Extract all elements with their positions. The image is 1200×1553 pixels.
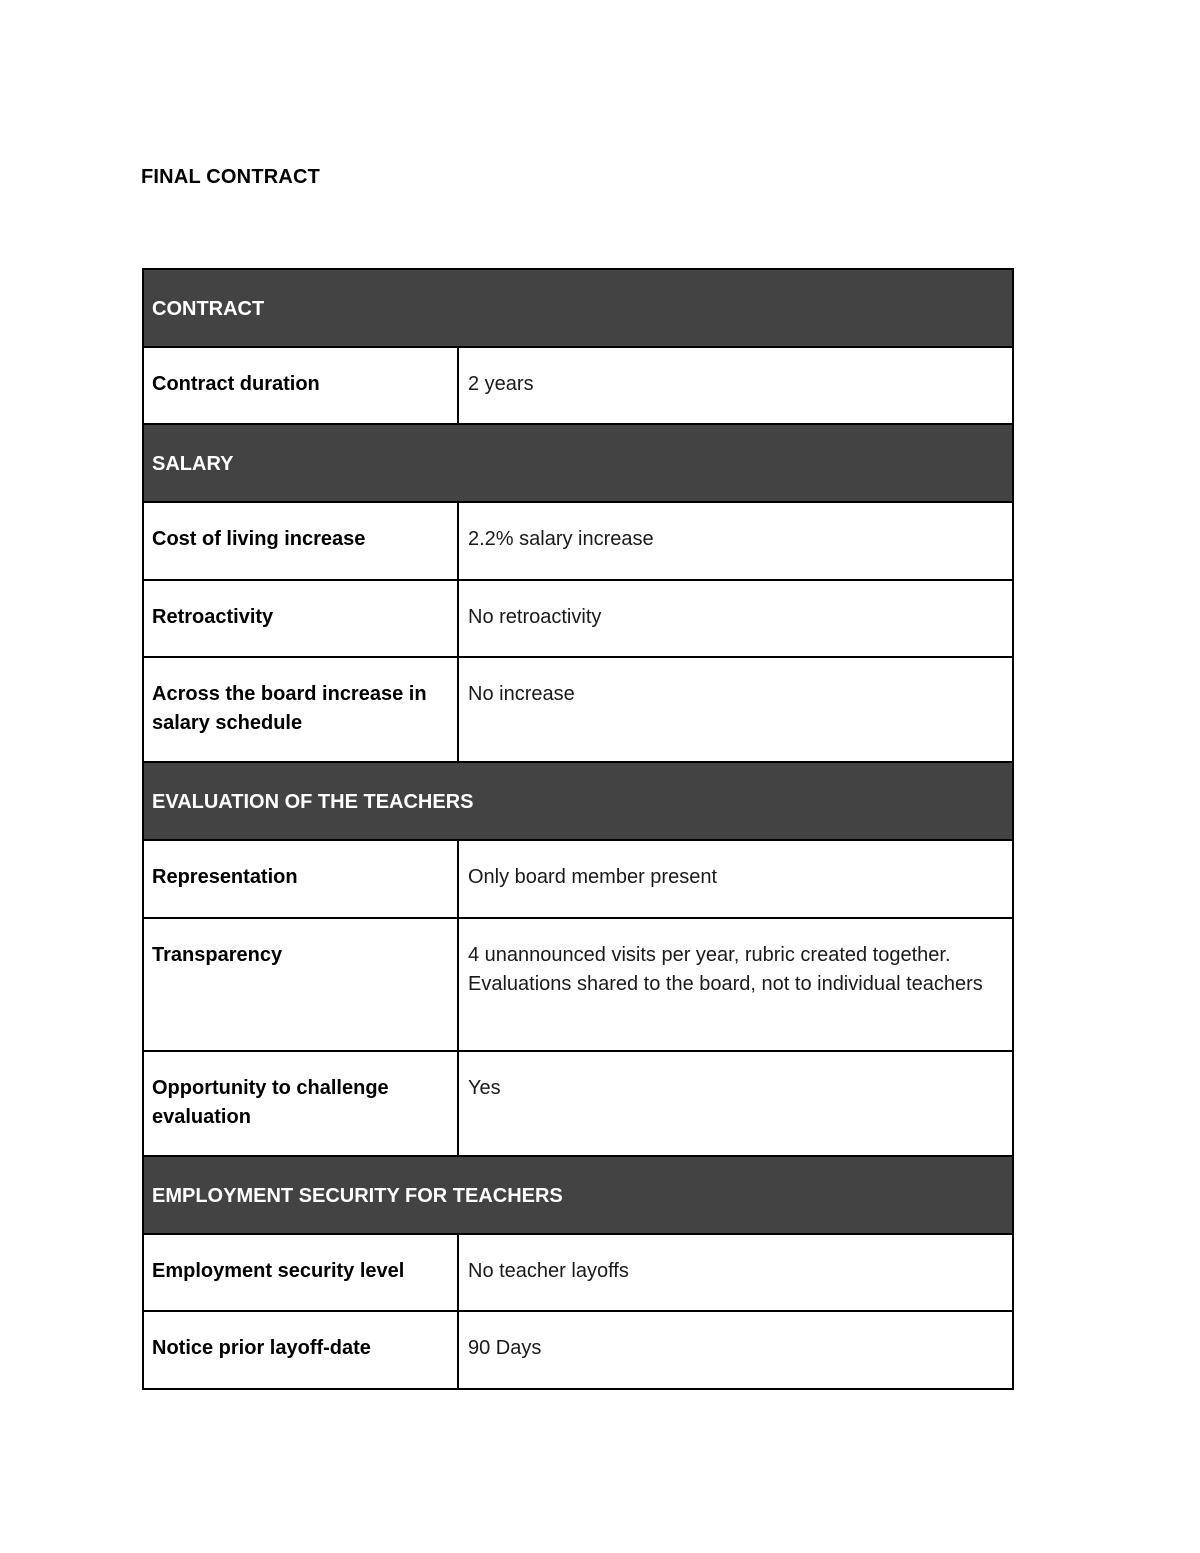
row-label: Contract duration [143, 347, 458, 424]
table-row [143, 840, 1013, 918]
section-heading-contract: CONTRACT [143, 269, 1013, 347]
row-value: No increase [458, 657, 1013, 762]
section-heading-salary: SALARY [143, 424, 1013, 502]
row-label: Employment security level [143, 1234, 458, 1311]
row-label: Notice prior layoff-date [143, 1311, 458, 1389]
table-row [143, 580, 1013, 657]
section-heading-evaluation: EVALUATION OF THE TEACHERS [143, 762, 1013, 840]
table-row [143, 918, 1013, 1051]
table-row [143, 347, 1013, 424]
row-value: Yes [458, 1051, 1013, 1156]
row-value: Only board member present [458, 840, 1013, 918]
row-label: Transparency [143, 918, 458, 1051]
table-row [143, 1311, 1013, 1389]
table-row [143, 1051, 1013, 1156]
row-label: Representation [143, 840, 458, 918]
section-header-row [143, 424, 1013, 502]
table-row [143, 657, 1013, 762]
row-value: 2 years [458, 347, 1013, 424]
row-label: Opportunity to challenge evaluation [143, 1051, 458, 1156]
section-header-row [143, 1156, 1013, 1234]
row-label: Across the board increase in salary schedule [143, 657, 458, 762]
row-value: No teacher layoffs [458, 1234, 1013, 1311]
row-label: Cost of living increase [143, 502, 458, 580]
section-header-row [143, 762, 1013, 840]
table-row [143, 1234, 1013, 1311]
row-value: 90 Days [458, 1311, 1013, 1389]
section-header-row [143, 269, 1013, 347]
section-heading-employment-security: EMPLOYMENT SECURITY FOR TEACHERS [143, 1156, 1013, 1234]
row-value: 4 unannounced visits per year, rubric created together. Evaluations shared to the board, not to individual teachers [458, 918, 1013, 1051]
document-title: FINAL CONTRACT [141, 166, 321, 188]
table-row [143, 502, 1013, 580]
row-value: No retroactivity [458, 580, 1013, 657]
contract-table [142, 268, 1014, 1390]
row-label: Retroactivity [143, 580, 458, 657]
row-value: 2.2% salary increase [458, 502, 1013, 580]
